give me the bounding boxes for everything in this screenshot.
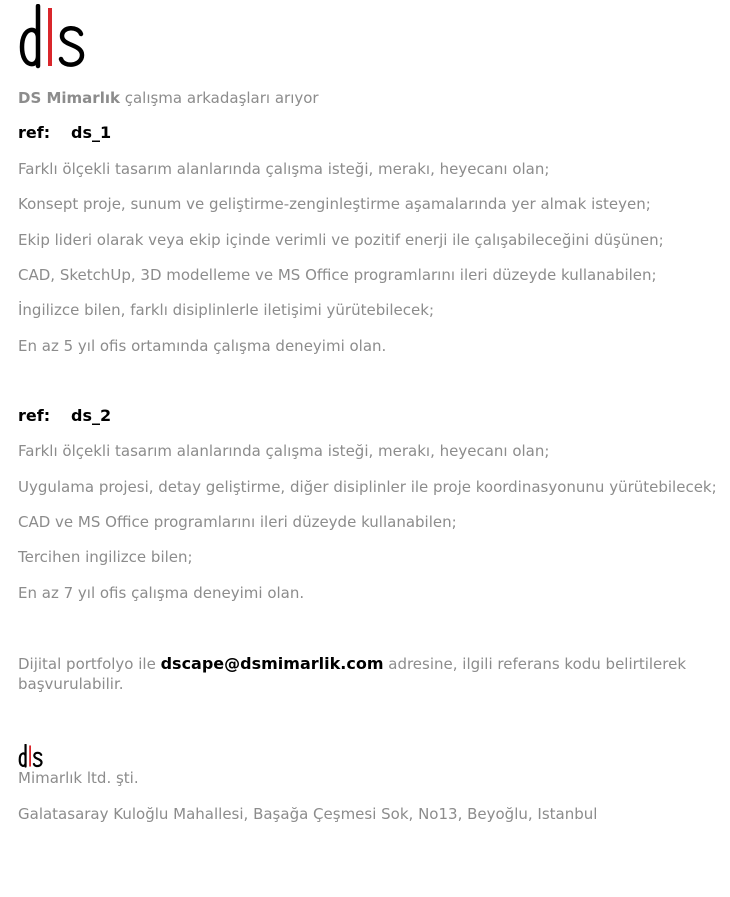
ref-code: ds_1: [71, 123, 112, 142]
brand-name: DS Mimarlık: [18, 89, 120, 107]
email-link[interactable]: dscape@dsmimarlik.com: [160, 654, 384, 673]
requirement-item: En az 5 yıl ofis ortamında çalışma deneyimi olan.: [18, 337, 387, 355]
contact-suffix: adresine, ilgili referans kodu belirtilerek başvurulabilir.: [18, 655, 687, 693]
intro-text: çalışma arkadaşları arıyor: [119, 89, 319, 107]
ref-heading-ds1: [18, 123, 111, 143]
company-name: Mimarlık ltd. şti.: [18, 769, 139, 787]
contact-paragraph: [18, 654, 708, 694]
ref-label: ref:: [18, 123, 51, 142]
contact-prefix: Dijital portfolyo ile: [18, 655, 161, 673]
requirement-item: İngilizce bilen, farklı disiplinlerle iletişimi yürütebilecek;: [18, 301, 435, 319]
address: Galatasaray Kuloğlu Mahallesi, Başağa Çeşmesi Sok, No13, Beyoğlu, Istanbul: [18, 805, 598, 823]
requirement-item: Ekip lideri olarak veya ekip içinde verimli ve pozitif enerji ile çalışabileceğini düşünen;: [18, 231, 664, 249]
requirement-item: Tercihen ingilizce bilen;: [18, 548, 193, 566]
requirement-item: Farklı ölçekli tasarım alanlarında çalışma isteği, merakı, heyecanı olan;: [18, 442, 550, 460]
requirement-item: Uygulama projesi, detay geliştirme, diğer disiplinler ile proje koordinasyonunu yürütebilecek;: [18, 478, 717, 496]
ds-logo-small: [18, 744, 44, 768]
requirement-item: Konsept proje, sunum ve geliştirme-zenginleştirme aşamalarında yer almak isteyen;: [18, 195, 651, 213]
requirement-item: En az 7 yıl ofis çalışma deneyimi olan.: [18, 584, 305, 602]
ref-label: ref:: [18, 406, 51, 425]
requirement-item: CAD, SketchUp, 3D modelleme ve MS Office programlarını ileri düzeyde kullanabilen;: [18, 266, 657, 284]
intro-line: [18, 88, 319, 108]
requirement-item: CAD ve MS Office programlarını ileri düzeyde kullanabilen;: [18, 513, 457, 531]
ref-code: ds_2: [71, 406, 112, 425]
ds-logo: [18, 4, 88, 70]
requirement-item: Farklı ölçekli tasarım alanlarında çalışma isteği, merakı, heyecanı olan;: [18, 160, 550, 178]
ref-heading-ds2: [18, 406, 111, 426]
